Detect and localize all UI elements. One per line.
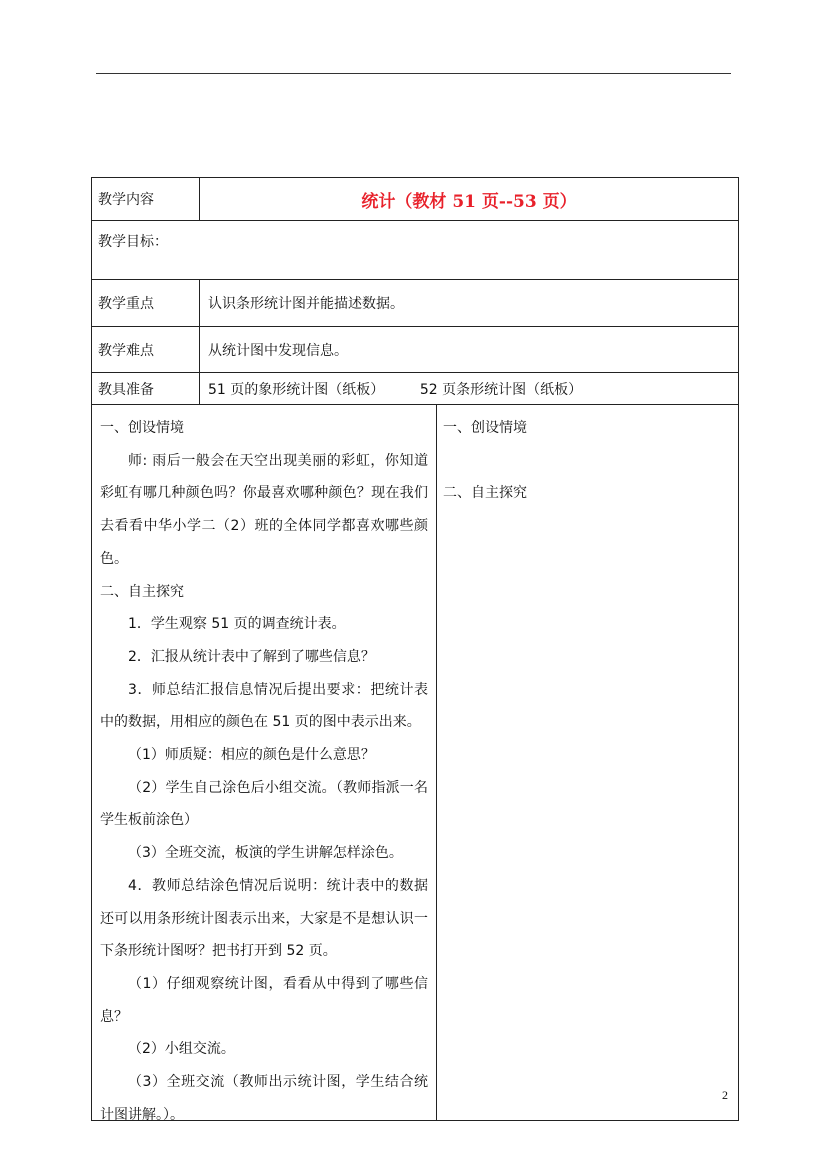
process-paragraph: （3）全班交流，板演的学生讲解怎样涂色。 [128, 845, 403, 862]
process-paragraph: （2）学生自己涂色后小组交流。（教师指派一名学生板前涂色） [100, 779, 428, 829]
header-rule [96, 73, 731, 74]
tools-value: 51 页的象形统计图（纸板） 52 页条形统计图（纸板） [208, 381, 583, 398]
key-points-value: 认识条形统计图并能描述数据。 [208, 296, 404, 312]
process-paragraph: （3）全班交流（教师出示统计图，学生结合统计图讲解。）。 [100, 1074, 428, 1123]
process-paragraph: （2）小组交流。 [128, 1041, 235, 1058]
objectives-label: 教学目标： [98, 234, 168, 250]
lesson-title: 统计（教材 51 页--53 页） [361, 191, 577, 212]
process-paragraph: 师: 雨后一般会在天空出现美丽的彩虹，你知道彩虹有哪几种颜色吗？你最喜欢哪种颜色？现在我们去看看中华小学二（2）班的全体同学都喜欢哪些颜色。 [100, 452, 428, 567]
notes-section-1: 一、创设情境 [443, 420, 527, 436]
notes-column [437, 405, 738, 1120]
page-number: 2 [722, 1088, 728, 1103]
tools-label: 教具准备 [92, 373, 200, 404]
tools-row [92, 373, 738, 405]
key-points-label: 教学重点 [92, 280, 200, 326]
lesson-plan-table [91, 177, 739, 1121]
process-paragraph: 二、自主探究 [100, 583, 184, 600]
content-label: 教学内容 [92, 178, 200, 220]
notes-section-2: 二、自主探究 [443, 485, 527, 502]
content-row [92, 178, 738, 221]
teaching-process-row [92, 405, 738, 1123]
difficulties-row [92, 327, 738, 373]
key-points-row [92, 280, 738, 327]
process-paragraph: 3．师总结汇报信息情况后提出要求：把统计表中的数据，用相应的颜色在 51 页的图中表示出来。 [100, 681, 428, 731]
process-paragraph: （1）仔细观察统计图，看看从中得到了哪些信息？ [100, 975, 428, 1025]
process-paragraph: 2．汇报从统计表中了解到了哪些信息？ [128, 648, 375, 665]
difficulties-label: 教学难点 [92, 327, 200, 372]
difficulties-value: 从统计图中发现信息。 [208, 342, 348, 359]
process-paragraph: 4．教师总结涂色情况后说明：统计表中的数据还可以用条形统计图表示出来，大家是不是想认识一下条形统计图呀？把书打开到 52 页。 [100, 877, 428, 960]
process-paragraph: （1）师质疑：相应的颜色是什么意思？ [128, 747, 375, 764]
teaching-process-column [92, 405, 437, 1123]
objectives-row [92, 221, 738, 280]
process-paragraph: 一、创设情境 [100, 420, 184, 436]
process-paragraph: 1．学生观察 51 页的调查统计表。 [128, 616, 346, 633]
